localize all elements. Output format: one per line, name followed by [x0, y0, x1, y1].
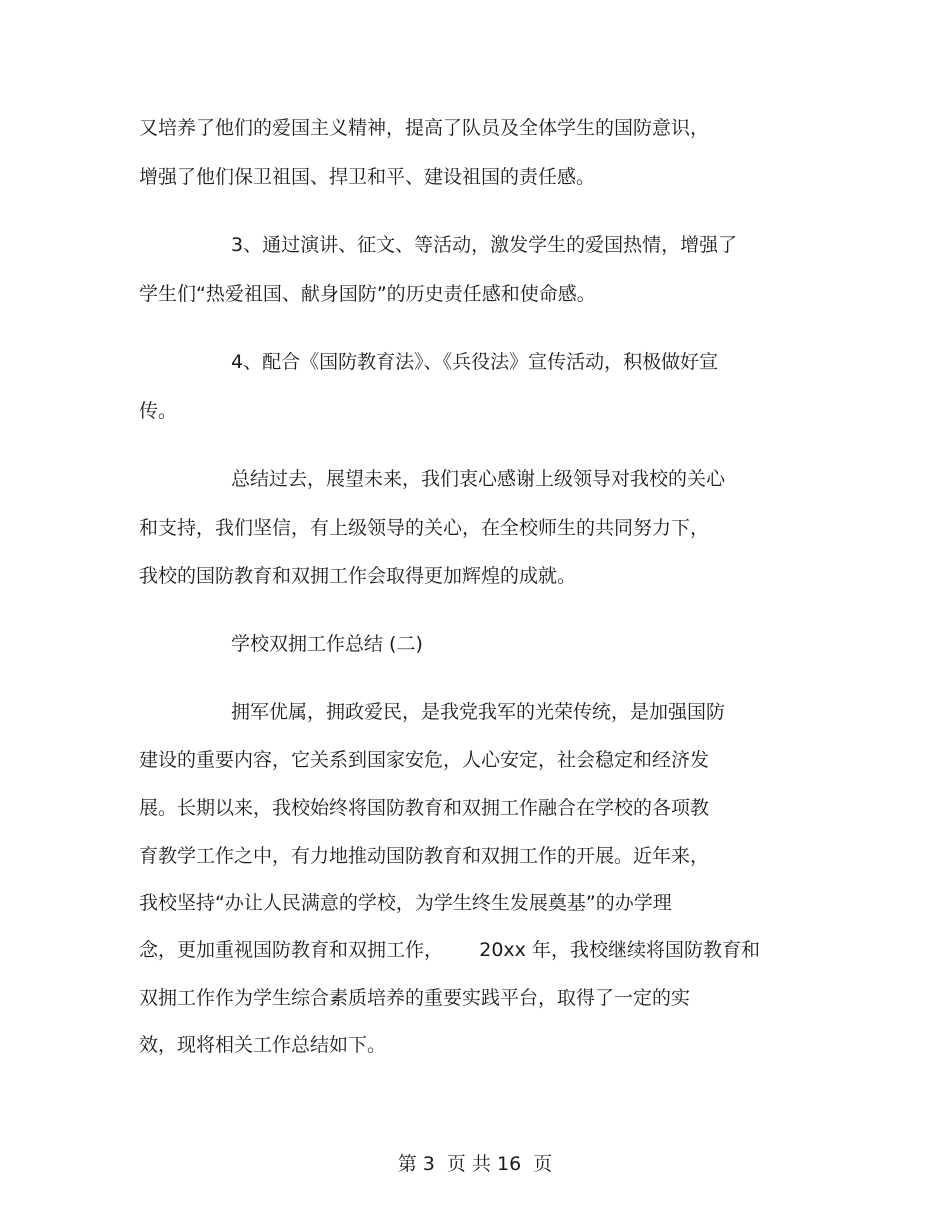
paragraph-6-line-2: 建设的重要内容，它关系到国家安危，人心安定，社会稳定和经济发 — [139, 749, 710, 771]
paragraph-6-line-7: 双拥工作作为学生综合素质培养的重要实践平台，取得了一定的实 — [139, 987, 691, 1009]
page-number-footer: 第 3 页 共 16 页 — [397, 1153, 553, 1175]
paragraph-6-line-5: 我校坚持“办让人民满意的学校，为学生终生发展奠基”的办学理 — [139, 892, 672, 914]
paragraph-6-line-6: 念，更加重视国防教育和双拥工作， 20xx 年，我校继续将国防教育和 — [139, 939, 760, 961]
paragraph-1-line-1: 又培养了他们的爱国主义精神，提高了队员及全体学生的国防意识， — [139, 117, 710, 139]
paragraph-6-line-4: 育教学工作之中，有力地推动国防教育和双拥工作的开展。近年来， — [139, 845, 710, 867]
paragraph-3-line-2: 传。 — [139, 400, 178, 422]
paragraph-2-line-2: 学生们“热爱祖国、献身国防”的历史责任感和使命感。 — [139, 283, 596, 305]
paragraph-1-line-2: 增强了他们保卫祖国、捍卫和平、建设祖国的责任感。 — [139, 166, 596, 188]
paragraph-6-line-3: 展。长期以来，我校始终将国防教育和双拥工作融合在学校的各项教 — [139, 797, 710, 819]
paragraph-4-line-3: 我校的国防教育和双拥工作会取得更加辉煌的成就。 — [139, 565, 577, 587]
paragraph-2-line-1: 3、通过演讲、征文、等活动，激发学生的爱国热情，增强了 — [231, 234, 738, 256]
section-heading: 学校双拥工作总结 (二) — [231, 633, 423, 655]
paragraph-6-line-1: 拥军优属，拥政爱民，是我党我军的光荣传统，是加强国防 — [231, 701, 726, 723]
paragraph-4-line-2: 和支持，我们坚信，有上级领导的关心，在全校师生的共同努力下， — [139, 517, 710, 539]
paragraph-6-line-8: 效，现将相关工作总结如下。 — [139, 1034, 387, 1056]
paragraph-4-line-1: 总结过去，展望未来，我们衷心感谢上级领导对我校的关心 — [231, 468, 726, 490]
paragraph-3-line-1: 4、配合《国防教育法》、《兵役法》宣传活动，积极做好宣 — [231, 351, 719, 373]
